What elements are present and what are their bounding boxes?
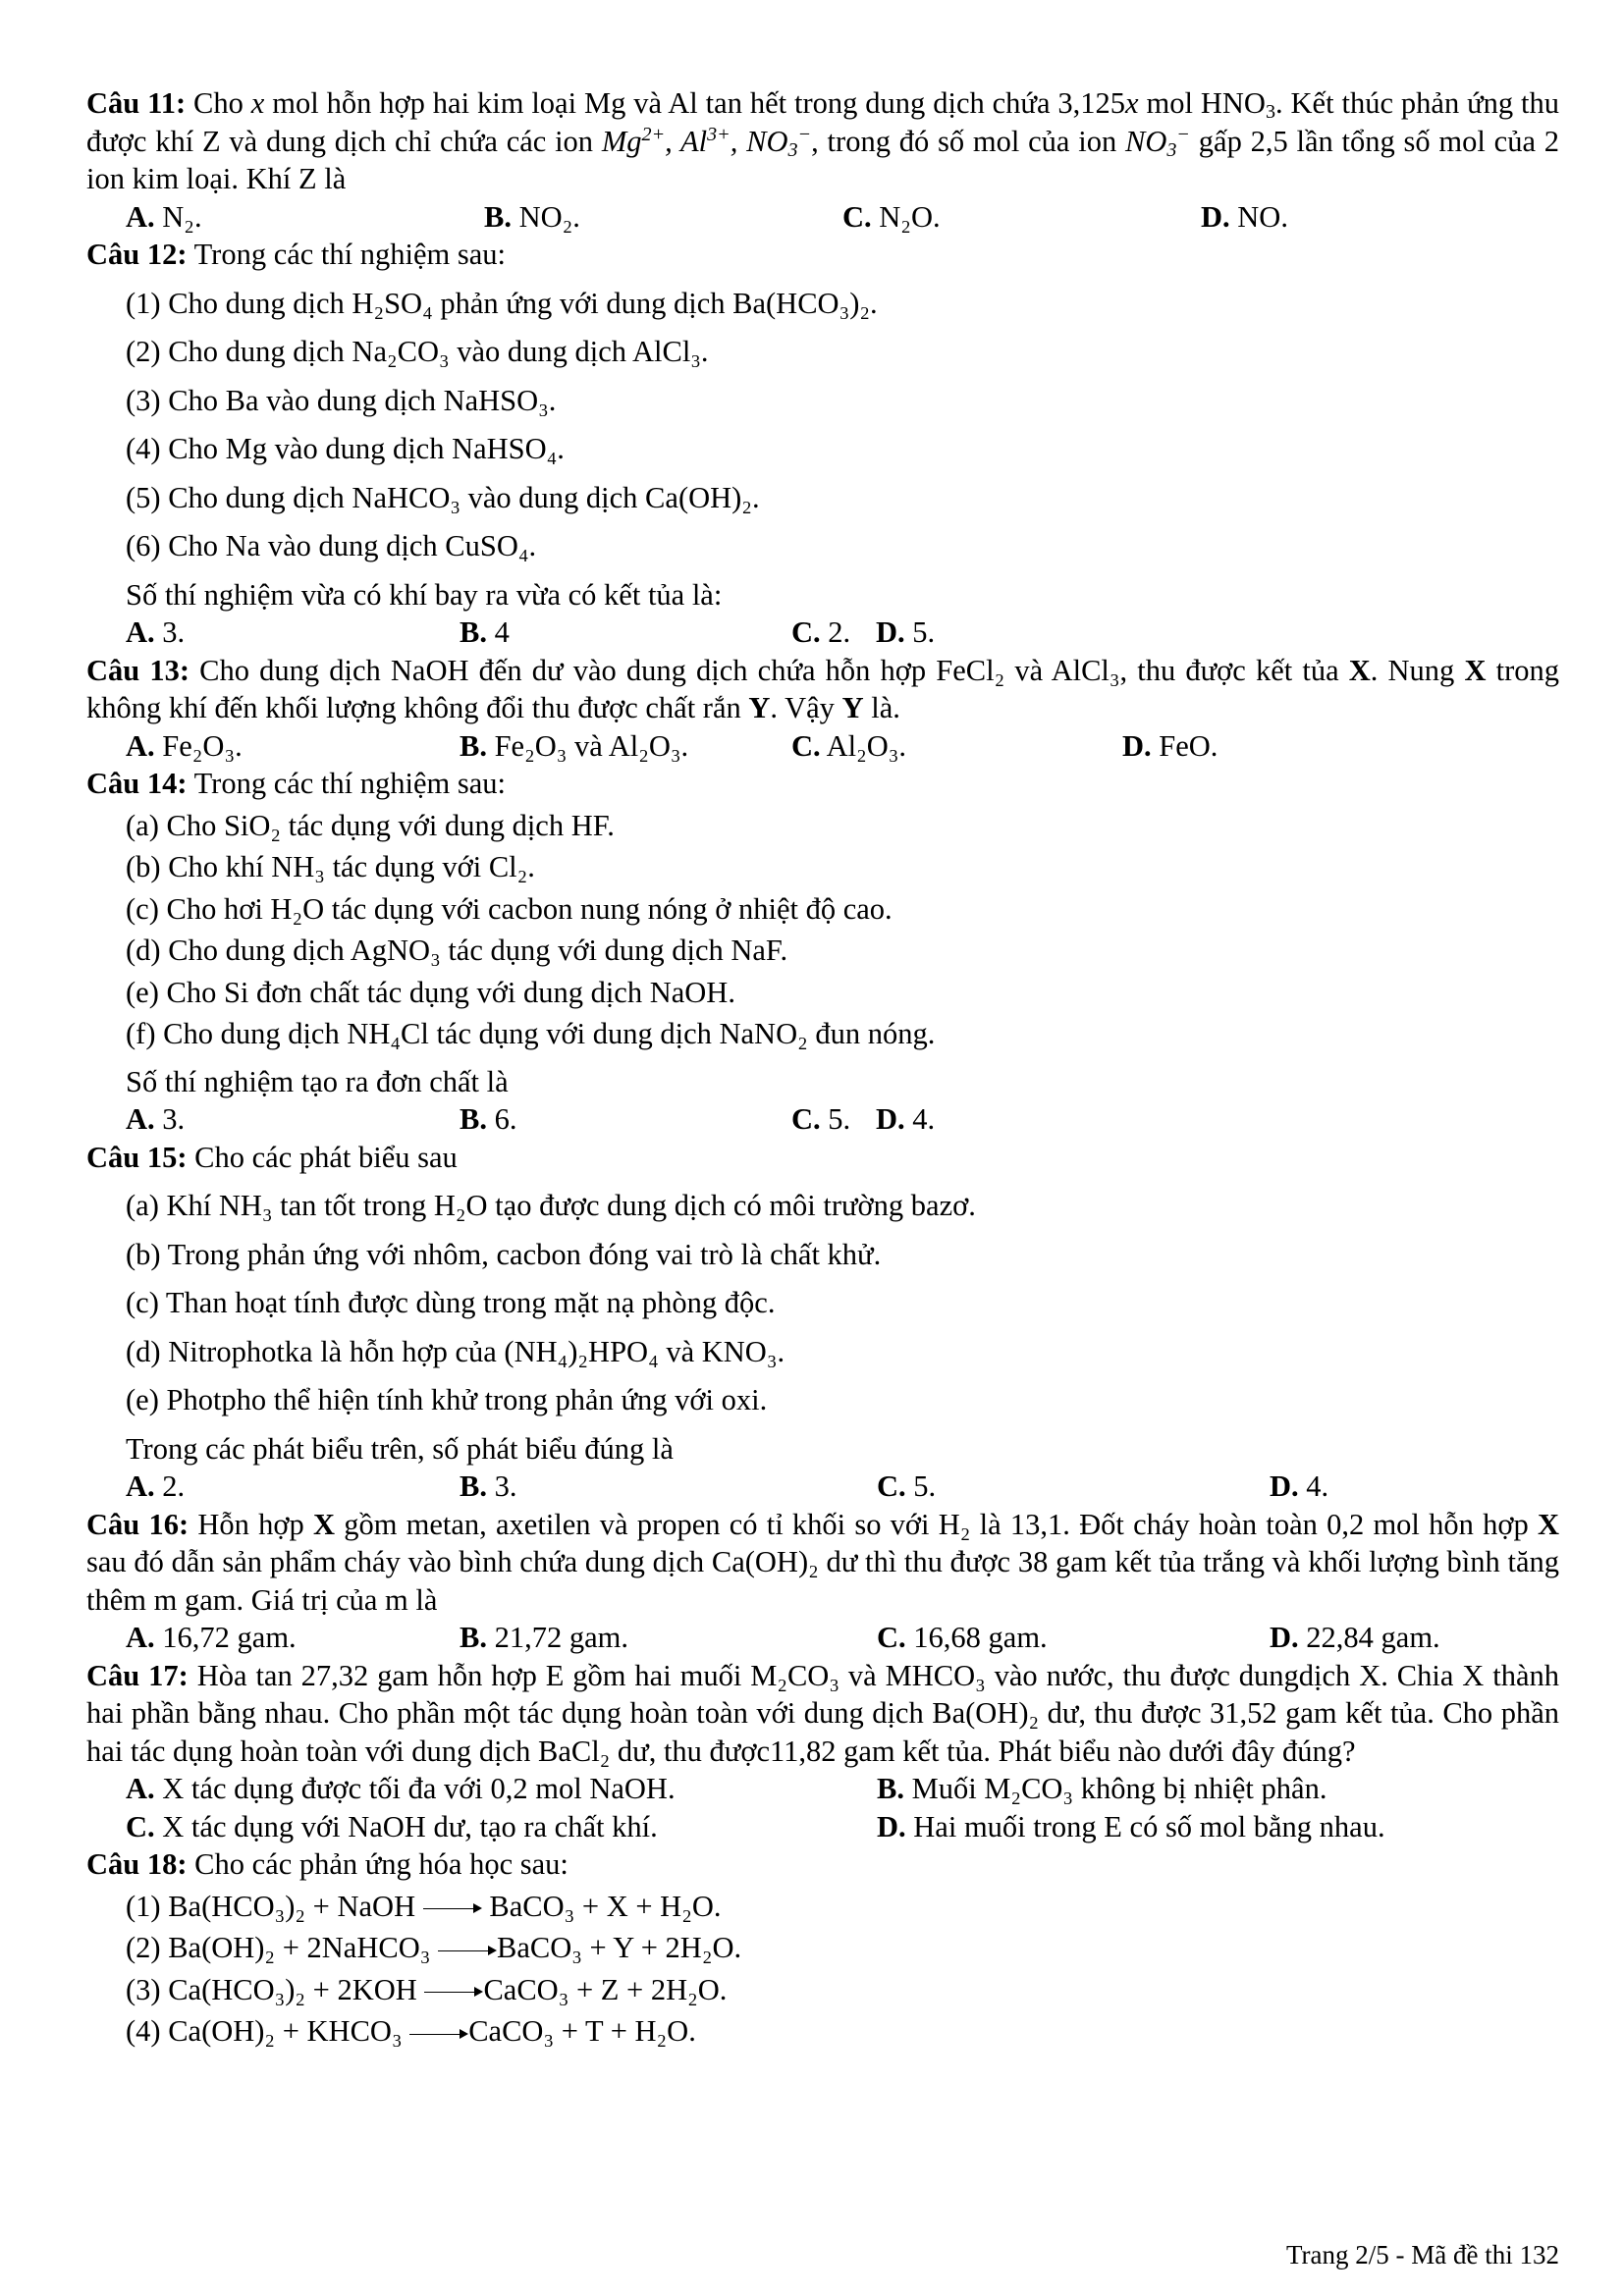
question-13-options [86, 727, 1559, 766]
question-16-options [86, 1619, 1559, 1657]
option-d[interactable]: D. Hai muối trong E có số mol bằng nhau. [877, 1809, 1385, 1843]
list-item: (3) Cho Ba vào dung dịch NaHSO₃. [126, 383, 557, 417]
option-d[interactable]: D. FeO. [1122, 728, 1218, 763]
question-14-options [86, 1100, 1559, 1139]
option-b[interactable]: B. 3. [460, 1469, 517, 1503]
list-item: (c) Cho hơi H₂O tác dụng với cacbon nung nóng ở nhiệt độ cao. [126, 891, 893, 926]
list-item: (2) Cho dung dịch Na₂CO₃ vào dung dịch AlCl₃. [126, 335, 709, 368]
option-d[interactable]: D. 4. [1270, 1469, 1329, 1503]
list-item: (4) Cho Mg vào dung dịch NaHSO₄. [126, 432, 565, 465]
list-item: (c) Than hoạt tính được dùng trong mặt nạ phòng độc. [126, 1286, 776, 1319]
question-14-prompt: Số thí nghiệm tạo ra đơn chất là [126, 1064, 509, 1098]
question-number: Câu 11: [86, 86, 187, 120]
question-15-options [86, 1468, 1559, 1506]
question-18-reactions [86, 1888, 1559, 2051]
option-c[interactable]: C. X tác dụng với NaOH dư, tạo ra chất khí. [126, 1809, 658, 1843]
option-c[interactable]: C. 5. [877, 1469, 937, 1503]
option-b[interactable]: B. Muối M₂CO₃ không bị nhiệt phân. [877, 1772, 1327, 1805]
option-d[interactable]: D. NO. [1201, 199, 1288, 234]
option-a[interactable]: A. N₂. [126, 199, 202, 234]
question-14 [86, 765, 1559, 1139]
question-11-options [86, 198, 1559, 237]
reaction-arrow-icon [424, 1992, 483, 1993]
list-item: (6) Cho Na vào dung dịch CuSO₄. [126, 529, 537, 562]
question-16 [86, 1506, 1559, 1657]
reaction-equation: (3) Ca(HCO₃)₂ + 2KOH CaCO₃ + Z + 2H₂O. [126, 1972, 728, 2006]
list-item: (e) Photpho thể hiện tính khử trong phản ứng với oxi. [126, 1383, 768, 1416]
list-item: (5) Cho dung dịch NaHCO₃ vào dung dịch Ca(OH)₂. [126, 480, 760, 514]
list-item: (f) Cho dung dịch NH₄Cl tác dụng với dung dịch NaNO₂ đun nóng. [126, 1017, 936, 1050]
option-d[interactable]: D. 4. [876, 1102, 936, 1136]
nitrate-ion-formula: $NO_3^-$ [1124, 123, 1190, 161]
page-footer: Trang 2/5 - Mã đề thi 132 [1286, 2240, 1559, 2269]
question-12-options [86, 614, 1559, 652]
question-18-stem: Câu 18: Cho các phản ứng hóa học sau: [86, 1847, 568, 1881]
question-12 [86, 236, 1559, 652]
option-b[interactable]: B. 21,72 gam. [460, 1621, 628, 1654]
exam-page [86, 84, 1559, 2055]
question-15 [86, 1139, 1559, 1506]
reaction-equation: (2) Ba(OH)₂ + 2NaHCO₃ BaCO₃ + Y + 2H₂O. [126, 1931, 742, 1964]
question-13-stem: Câu 13: Cho dung dịch NaOH đến dư vào dung dịch chứa hỗn hợp FeCl₂ và AlCl₃, thu được kết tủa X. Nung X trong không khí đến khối lượng không đổi thu được chất rắn Y. Vậy Y là. [86, 653, 1559, 724]
option-b[interactable]: B. NO₂. [484, 199, 580, 234]
question-11-stem: Câu 11: Cho x mol hỗn hợp hai kim loại Mg và Al tan hết trong dung dịch chứa 3,125x mol $HNO_3$. Kết thúc phản ứng thu được khí Z và dung dịch chỉ chứa các ion $Mg^{2+}$, $Al^{3+}$, $NO_3^-$, trong đó số mol của ion $NO_3^-$ gấp 2,5 lần tổng số mol của 2 ion kim loại. Khí Z là [86, 86, 1560, 195]
reaction-arrow-icon [438, 1950, 497, 1951]
list-item: (b) Trong phản ứng với nhôm, cacbon đóng vai trò là chất khử. [126, 1237, 882, 1271]
option-c[interactable]: C. 5. [791, 1102, 851, 1136]
list-item: (a) Khí NH₃ tan tốt trong H₂O tạo được dung dịch có môi trường bazơ. [126, 1189, 976, 1222]
option-a[interactable]: A. 3. [126, 1102, 186, 1136]
option-a[interactable]: A. X tác dụng được tối đa với 0,2 mol NaOH. [126, 1772, 676, 1805]
question-12-stem: Câu 12: Trong các thí nghiệm sau: [86, 238, 506, 271]
question-17-options-row-2 [86, 1808, 1559, 1846]
list-item: (d) Nitrophotka là hỗn hợp của (NH₄)₂HPO₄ và KNO₃. [126, 1334, 785, 1368]
reaction-arrow-icon [409, 2034, 468, 2035]
option-a[interactable]: A. 3. [126, 615, 186, 649]
list-item: (e) Cho Si đơn chất tác dụng với dung dịch NaOH. [126, 975, 735, 1009]
question-16-stem: Câu 16: Hỗn hợp X gồm metan, axetilen và propen có tỉ khối so với H₂ là 13,1. Đốt cháy hoàn toàn 0,2 mol hỗn hợp X sau đó dẫn sản phẩm cháy vào bình chứa dung dịch Ca(OH)₂ dư thì thu được 38 gam kết tủa trắng và khối lượng bình tăng thêm m gam. Giá trị của m là [86, 1507, 1559, 1617]
question-12-items [86, 285, 1559, 565]
question-14-items [86, 807, 1559, 1053]
question-17-stem: Câu 17: Hòa tan 27,32 gam hỗn hợp E gồm hai muối M₂CO₃ và MHCO₃ vào nước, thu được dungdịch X. Chia X thành hai phần bằng nhau. Cho phần một tác dụng hoàn toàn với dung dịch Ba(OH)₂ dư, thu được 31,52 gam kết tủa. Cho phần hai tác dụng hoàn toàn với dung dịch BaCl₂ dư, thu được11,82 gam kết tủa. Phát biểu nào dưới đây đúng? [86, 1658, 1559, 1768]
option-c[interactable]: C. 2. [791, 615, 851, 649]
question-13 [86, 652, 1559, 766]
list-item: (b) Cho khí NH₃ tác dụng với Cl₂. [126, 850, 535, 883]
option-a[interactable]: A. 16,72 gam. [126, 1621, 297, 1654]
ion-list-formula: $Mg^{2+}$, $Al^{3+}$, $NO_3^-$ [601, 123, 812, 161]
option-c[interactable]: C. Al₂O₃. [791, 728, 907, 763]
option-d[interactable]: D. 22,84 gam. [1270, 1621, 1440, 1654]
question-18 [86, 1845, 1559, 2051]
reaction-equation: (1) Ba(HCO₃)₂ + NaOH BaCO₃ + X + H₂O. [126, 1889, 722, 1923]
list-item: (1) Cho dung dịch H₂SO₄ phản ứng với dung dịch Ba(HCO₃)₂. [126, 286, 878, 320]
question-12-prompt: Số thí nghiệm vừa có khí bay ra vừa có kết tủa là: [126, 577, 723, 612]
option-b[interactable]: B. 4 [460, 615, 510, 649]
option-a[interactable]: A. 2. [126, 1469, 186, 1503]
question-15-items [86, 1187, 1559, 1419]
reaction-equation: (4) Ca(OH)₂ + KHCO₃ CaCO₃ + T + H₂O. [126, 2014, 696, 2048]
list-item: (a) Cho SiO₂ tác dụng với dung dịch HF. [126, 808, 615, 842]
option-b[interactable]: B. Fe₂O₃ và Al₂O₃. [460, 728, 689, 763]
reaction-arrow-icon [423, 1908, 482, 1909]
option-b[interactable]: B. 6. [460, 1102, 517, 1136]
option-c[interactable]: C. N₂O. [842, 199, 941, 234]
question-17-options-row-1 [86, 1770, 1559, 1808]
list-item: (d) Cho dung dịch AgNO₃ tác dụng với dung dịch NaF. [126, 934, 788, 967]
question-15-prompt: Trong các phát biểu trên, số phát biểu đúng là [126, 1431, 674, 1466]
option-c[interactable]: C. 16,68 gam. [877, 1621, 1048, 1654]
question-14-stem: Câu 14: Trong các thí nghiệm sau: [86, 767, 506, 800]
question-17 [86, 1657, 1559, 1846]
question-11 [86, 84, 1559, 236]
option-a[interactable]: A. Fe₂O₃. [126, 728, 243, 763]
option-d[interactable]: D. 5. [876, 615, 936, 649]
question-15-stem: Câu 15: Cho các phát biểu sau [86, 1140, 458, 1174]
